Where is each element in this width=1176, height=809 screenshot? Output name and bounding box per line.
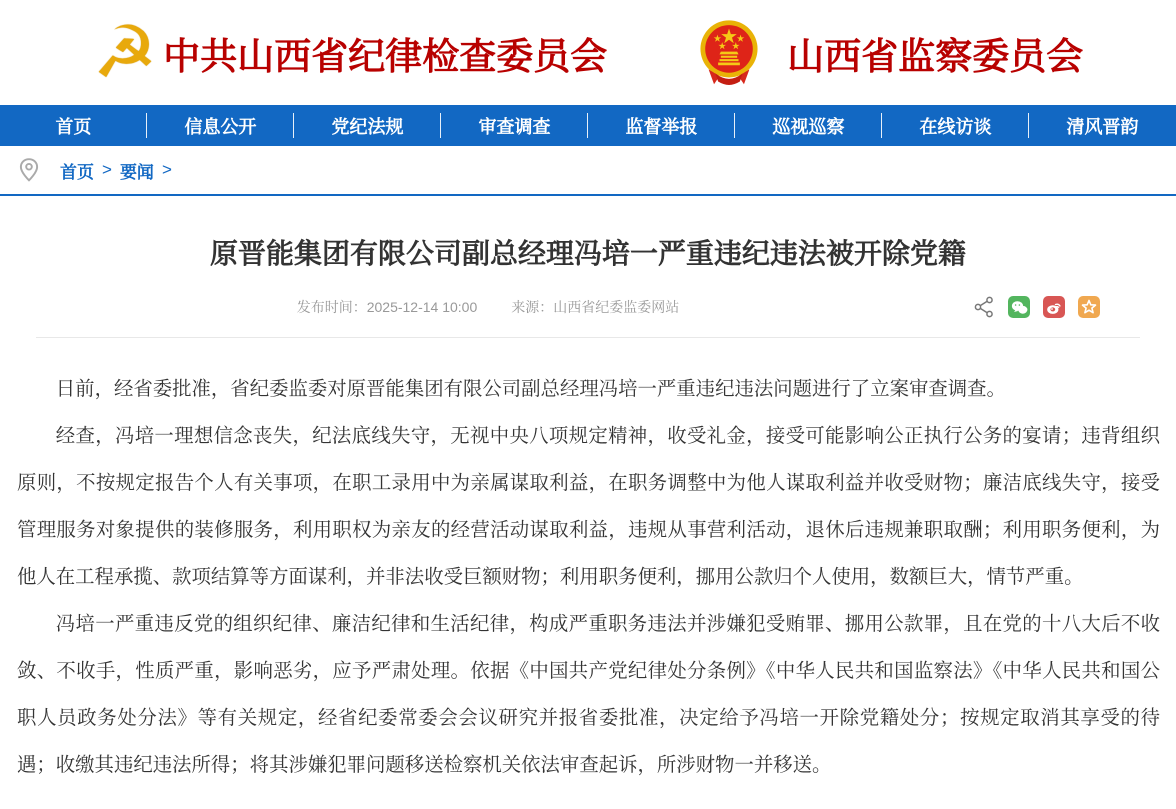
nav-item-inspection[interactable]: 巡视巡察 [735,105,882,146]
breadcrumb-separator: > [161,160,172,179]
breadcrumb-bar [0,146,1176,196]
breadcrumb [60,158,172,183]
nav-item-home[interactable]: 首页 [0,105,147,146]
breadcrumb-separator: > [102,160,112,179]
article-meta [297,297,680,317]
nav-item-qingfeng-jinyun[interactable]: 清风晋韵 [1066,116,1139,137]
nav-item-party-regulations[interactable]: 党纪法规 [294,105,441,146]
site-header [0,0,1176,105]
wechat-icon[interactable] [1008,296,1030,318]
publish-time: 发布时间：2025-12-14 10:00 [296,299,478,315]
article-body [0,338,1176,809]
paragraph: 日前，经省委批准，省纪委监委对原晋能集团有限公司副总经理冯培一严重违纪违法问题进行了立案审查调查。 [55,378,1006,400]
breadcrumb-home[interactable]: 首页 [60,162,94,182]
nav-item-info-disclosure[interactable]: 信息公开 [147,105,294,146]
article [0,232,1176,809]
location-pin-icon [16,157,42,183]
share-group [973,294,1100,320]
org1-title: 中共山西省纪律检查委员会 [163,33,608,78]
org2-title: 山西省监察委员会 [787,33,1084,78]
nav-item-investigation[interactable]: 审查调查 [441,105,588,146]
article-meta-row [0,294,1176,320]
breadcrumb-yaowen[interactable]: 要闻 [119,162,154,182]
source: 来源：山西省纪委监委网站 [511,299,680,315]
paragraph: 冯培一严重违反党的组织纪律、廉洁纪律和生活纪律，构成严重职务违法并涉嫌犯受贿罪、挪用公款罪，且在党的十八大后不收敛、不收手，性质严重，影响恶劣，应予严肃处理。依据《中国共产党纪律处分条例》《中华人民共和国监察法》《中华人民共和国公职人员政务处分法》等有关规定，经省纪委常委会会议研究并报省委批准，决定给予冯培一开除党籍处分；按规定取消其享受的待遇；收缴其违纪违法所得；将其涉嫌犯罪问题移送检察机关依法审查起诉，所涉财物一并移送。 [17,613,1160,776]
nav-item-interview[interactable]: 在线访谈 [882,105,1029,146]
org-discipline-commission [92,12,608,93]
article-title: 原晋能集团有限公司副总经理冯培一严重违纪违法被开除党籍 [209,238,966,269]
party-emblem-icon: ☭ [92,12,158,93]
main-nav [0,105,1176,146]
weibo-icon[interactable] [1043,296,1065,318]
favorite-star-icon[interactable] [1078,296,1100,318]
org-supervisory-commission [695,16,1083,90]
national-emblem-icon [695,16,763,90]
share-icon[interactable] [973,295,995,319]
nav-item-report[interactable]: 监督举报 [588,105,735,146]
paragraph: 经查，冯培一理想信念丧失，纪法底线失守，无视中央八项规定精神，收受礼金，接受可能影响公正执行公务的宴请；违背组织原则，不按规定报告个人有关事项，在职工录用中为亲属谋取利益，在职务调整中为他人谋取利益并收受财物；廉洁底线失守，接受管理服务对象提供的装修服务，利用职权为亲友的经营活动谋取利益，违规从事营利活动，退休后违规兼职取酬；利用职务便利，为他人在工程承揽、款项结算等方面谋利，并非法收受巨额财物；利用职务便利，挪用公款归个人使用，数额巨大，情节严重。 [17,425,1160,588]
